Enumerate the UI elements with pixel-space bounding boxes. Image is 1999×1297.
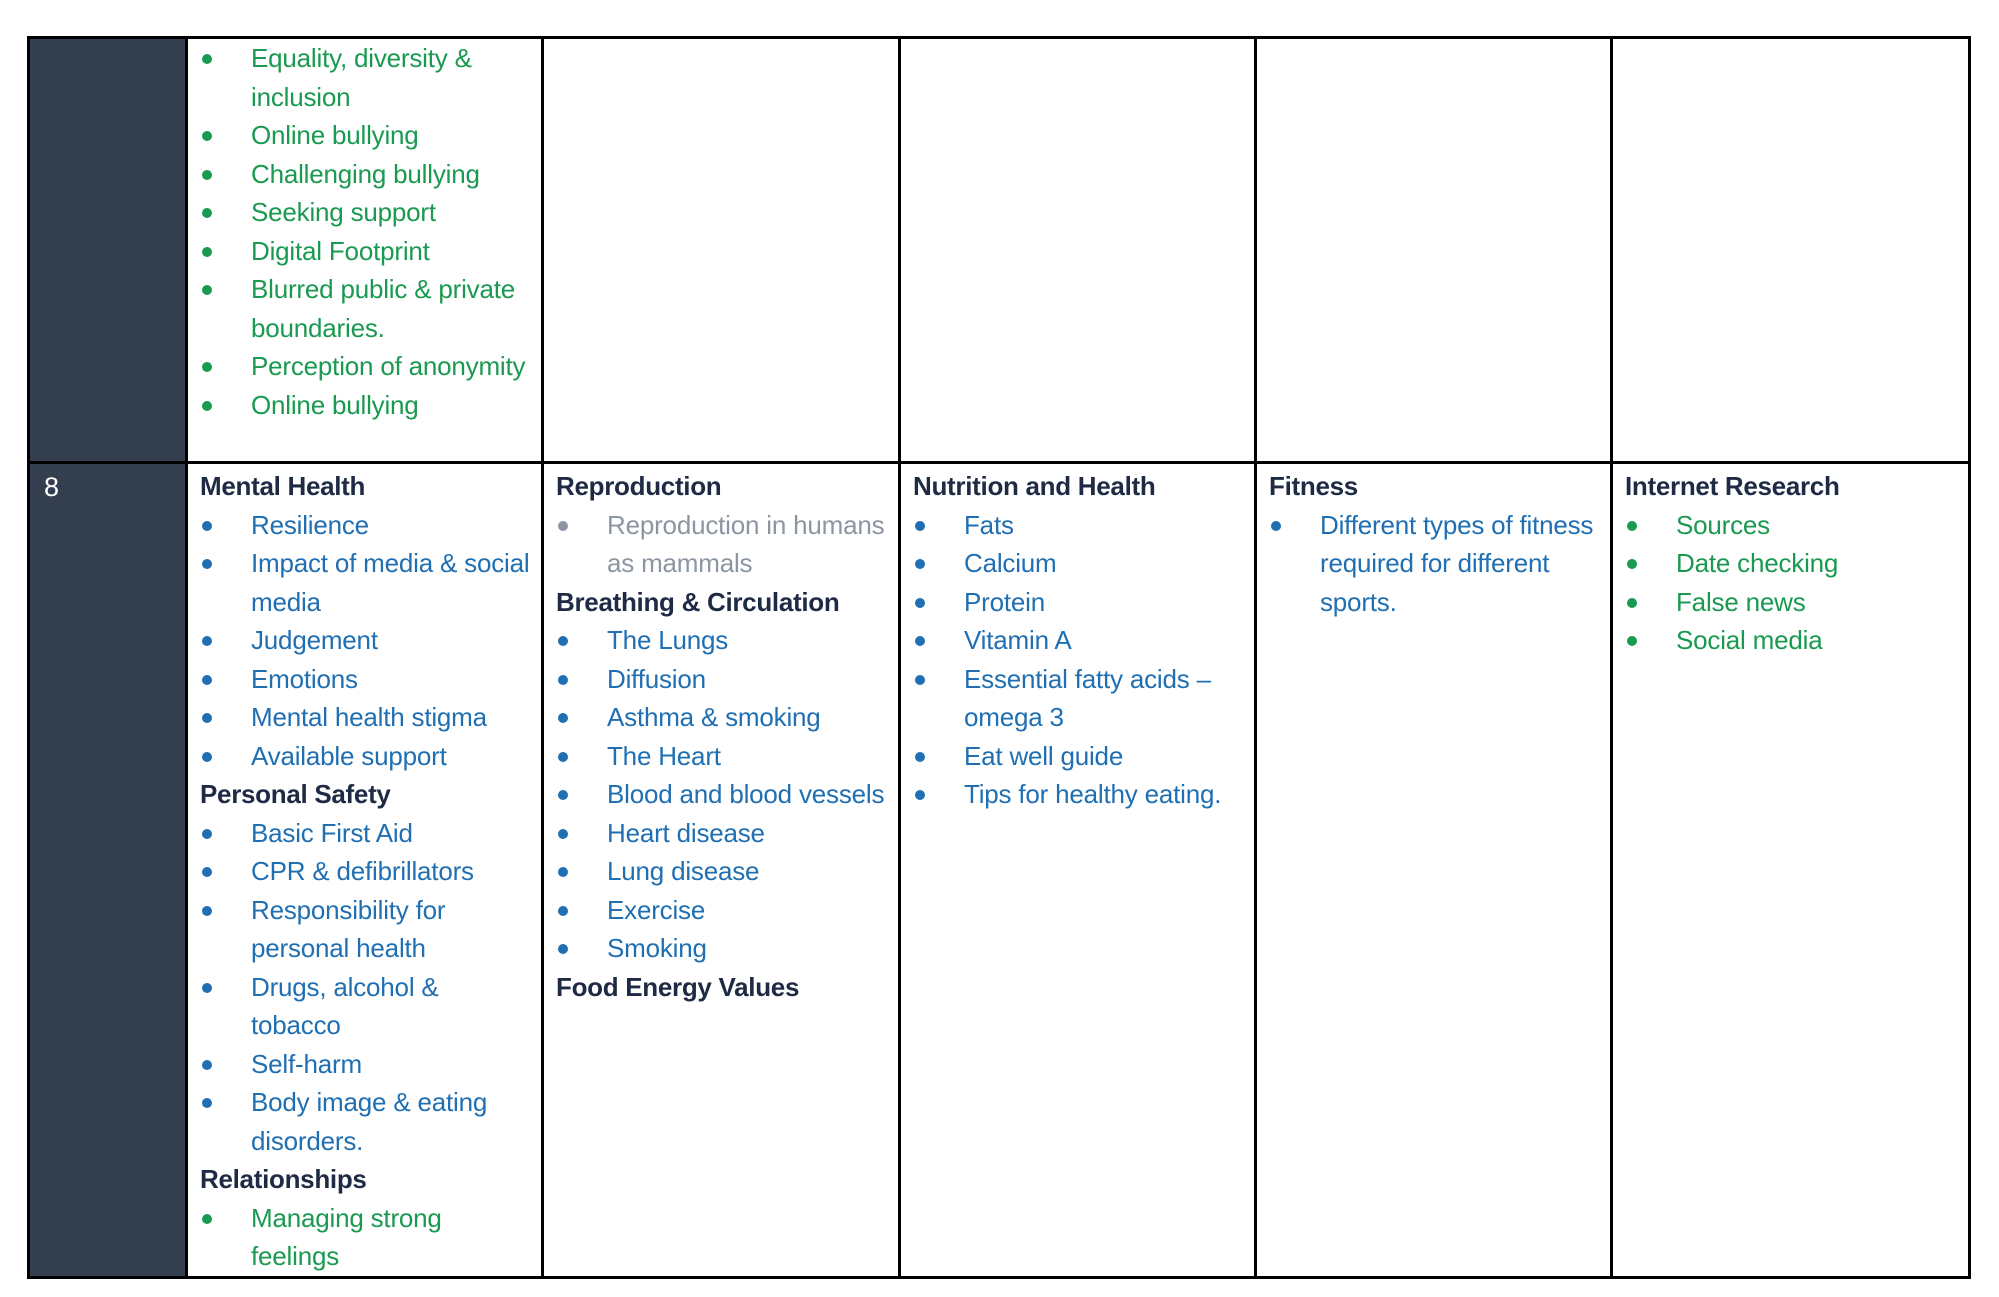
item-text: Digital Footprint <box>251 235 430 266</box>
bullet-icon <box>202 401 212 411</box>
empty-cell <box>543 38 900 463</box>
item-text: CPR & defibrillators <box>251 856 474 886</box>
item-text: Eat well guide <box>964 740 1124 771</box>
topic-list <box>200 506 533 776</box>
topic-list <box>200 1199 533 1276</box>
bullet-icon <box>1627 598 1637 608</box>
list-item <box>200 116 533 155</box>
bullet-icon <box>1271 521 1281 531</box>
section-heading: Nutrition and Health <box>913 471 1156 501</box>
section-heading: Mental Health <box>200 471 366 501</box>
bullet-icon <box>202 521 212 531</box>
bullet-icon <box>558 752 568 762</box>
bullet-icon <box>202 906 212 916</box>
section-heading: Relationships <box>200 1164 367 1194</box>
empty-cell <box>1256 38 1612 463</box>
bullet-icon <box>202 983 212 993</box>
bullet-icon <box>915 598 925 608</box>
topic-cell <box>1256 463 1612 1278</box>
year-label <box>30 39 185 43</box>
item-text: Drugs, alcohol & tobacco <box>251 971 439 1040</box>
list-item <box>556 852 890 891</box>
list-item <box>200 1083 533 1160</box>
section-heading: Fitness <box>1269 471 1358 501</box>
empty-cell <box>900 38 1256 463</box>
list-item <box>1625 583 1960 622</box>
list-item <box>200 506 533 545</box>
bullet-icon <box>558 867 568 877</box>
item-text: Seeking support <box>251 197 436 227</box>
bullet-icon <box>202 752 212 762</box>
item-text: Diffusion <box>607 663 706 694</box>
bullet-icon <box>1627 559 1637 569</box>
section-heading: Personal Safety <box>200 779 391 809</box>
list-item <box>200 270 533 347</box>
list-item <box>200 386 533 425</box>
list-item <box>200 660 533 699</box>
item-text: Date checking <box>1676 548 1839 578</box>
bullet-icon <box>202 170 212 180</box>
item-text: The Heart <box>607 740 721 771</box>
bullet-icon <box>202 131 212 141</box>
item-text: Equality, diversity & inclusion <box>251 43 472 112</box>
list-item <box>200 968 533 1045</box>
list-item <box>200 544 533 621</box>
topic-list <box>200 814 533 1161</box>
topic-cell <box>900 463 1256 1278</box>
item-text: Exercise <box>607 894 706 925</box>
list-item <box>200 621 533 660</box>
item-text: Vitamin A <box>964 625 1072 655</box>
year-cell <box>29 463 187 1278</box>
bullet-icon <box>915 675 925 685</box>
section-heading: Food Energy Values <box>556 971 800 1002</box>
table-row <box>29 463 1970 1278</box>
item-text: Body image & eating disorders. <box>251 1087 488 1156</box>
topic-cell <box>543 463 900 1278</box>
list-item <box>913 775 1246 814</box>
topic-list <box>913 506 1246 814</box>
list-item <box>200 891 533 968</box>
item-text: Perception of anonymity <box>251 351 526 381</box>
list-item <box>200 347 533 386</box>
list-item <box>556 660 890 699</box>
bullet-icon <box>915 559 925 569</box>
item-text: Online bullying <box>251 120 419 150</box>
bullet-icon <box>558 675 568 685</box>
bullet-icon <box>1627 636 1637 646</box>
bullet-icon <box>202 559 212 569</box>
item-text: The Lungs <box>607 625 729 655</box>
topic-list <box>200 39 533 424</box>
topic-list <box>1269 506 1602 622</box>
item-text: Tips for healthy eating. <box>964 779 1222 809</box>
item-text: Available support <box>251 740 447 771</box>
year-label: 8 <box>44 472 60 502</box>
bullet-icon <box>202 829 212 839</box>
topic-list <box>1625 506 1960 660</box>
list-item <box>913 660 1246 737</box>
list-item <box>913 506 1246 545</box>
item-text: Emotions <box>251 663 358 694</box>
year-cell <box>29 38 187 463</box>
item-text: Lung disease <box>607 856 760 886</box>
list-item <box>200 814 533 853</box>
topic-cell <box>1612 463 1970 1278</box>
bullet-icon <box>202 1060 212 1070</box>
list-item <box>556 621 890 660</box>
item-text: Managing strong feelings <box>251 1202 442 1271</box>
item-text: Sources <box>1676 509 1770 540</box>
bullet-icon <box>915 790 925 800</box>
item-text: Social media <box>1676 625 1823 655</box>
bullet-icon <box>202 867 212 877</box>
bullet-icon <box>558 713 568 723</box>
item-text: Challenging bullying <box>251 158 480 189</box>
item-text: Heart disease <box>607 817 765 848</box>
item-text: Mental health stigma <box>251 702 487 732</box>
bullet-icon <box>202 247 212 257</box>
list-item <box>556 737 890 776</box>
item-text: Impact of media & social media <box>251 548 530 617</box>
item-text: Responsibility for personal health <box>251 894 446 963</box>
item-text: Blurred public & private boundaries. <box>251 274 515 343</box>
list-item <box>1625 506 1960 545</box>
bullet-icon <box>558 906 568 916</box>
list-item <box>556 891 890 930</box>
bullet-icon <box>202 1098 212 1108</box>
item-text: Fats <box>964 509 1014 540</box>
bullet-icon <box>202 713 212 723</box>
item-text: Different types of fitness required for different sports. <box>1320 509 1594 617</box>
topic-list <box>556 506 890 583</box>
empty-cell <box>1612 38 1970 463</box>
bullet-icon <box>202 54 212 64</box>
list-item <box>913 544 1246 583</box>
bullet-icon <box>558 636 568 646</box>
list-item <box>200 155 533 194</box>
section-heading: Reproduction <box>556 471 722 501</box>
topic-list <box>556 621 890 968</box>
item-text: Essential fatty acids – omega 3 <box>964 663 1211 732</box>
list-item <box>1269 506 1602 622</box>
item-text: Online bullying <box>251 389 419 420</box>
list-item <box>1625 544 1960 583</box>
list-item <box>200 1045 533 1084</box>
list-item <box>556 929 890 968</box>
bullet-icon <box>202 636 212 646</box>
list-item <box>556 775 890 814</box>
item-text: Smoking <box>607 933 707 963</box>
item-text: Blood and blood vessels <box>607 779 885 809</box>
list-item <box>556 814 890 853</box>
bullet-icon <box>202 1214 212 1224</box>
list-item <box>1625 621 1960 660</box>
list-item <box>200 852 533 891</box>
bullet-icon <box>202 362 212 372</box>
bullet-icon <box>1627 521 1637 531</box>
item-text: Judgement <box>251 625 378 655</box>
item-text: Reproduction in humans as mammals <box>607 509 885 578</box>
list-item <box>913 583 1246 622</box>
list-item <box>200 193 533 232</box>
list-item <box>913 621 1246 660</box>
list-item <box>200 698 533 737</box>
item-text: Basic First Aid <box>251 817 413 848</box>
bullet-icon <box>202 285 212 295</box>
list-item <box>913 737 1246 776</box>
bullet-icon <box>558 521 568 531</box>
table-row <box>29 38 1970 463</box>
item-text: False news <box>1676 586 1806 617</box>
bullet-icon <box>915 521 925 531</box>
bullet-icon <box>558 790 568 800</box>
bullet-icon <box>558 944 568 954</box>
topic-cell <box>187 463 543 1278</box>
list-item <box>556 698 890 737</box>
list-item <box>200 39 533 116</box>
list-item <box>200 737 533 776</box>
bullet-icon <box>915 636 925 646</box>
bullet-icon <box>202 208 212 218</box>
list-item <box>200 1199 533 1276</box>
curriculum-table <box>27 36 1971 1279</box>
section-heading: Breathing & Circulation <box>556 586 840 617</box>
item-text: Calcium <box>964 548 1057 578</box>
bullet-icon <box>915 752 925 762</box>
item-text: Asthma & smoking <box>607 702 821 732</box>
item-text: Protein <box>964 586 1045 617</box>
section-heading: Internet Research <box>1625 471 1840 501</box>
item-text: Resilience <box>251 509 369 540</box>
bullet-icon <box>202 675 212 685</box>
item-text: Self-harm <box>251 1048 362 1079</box>
topic-cell <box>187 38 543 463</box>
list-item <box>556 506 890 583</box>
bullet-icon <box>558 829 568 839</box>
list-item <box>200 232 533 271</box>
